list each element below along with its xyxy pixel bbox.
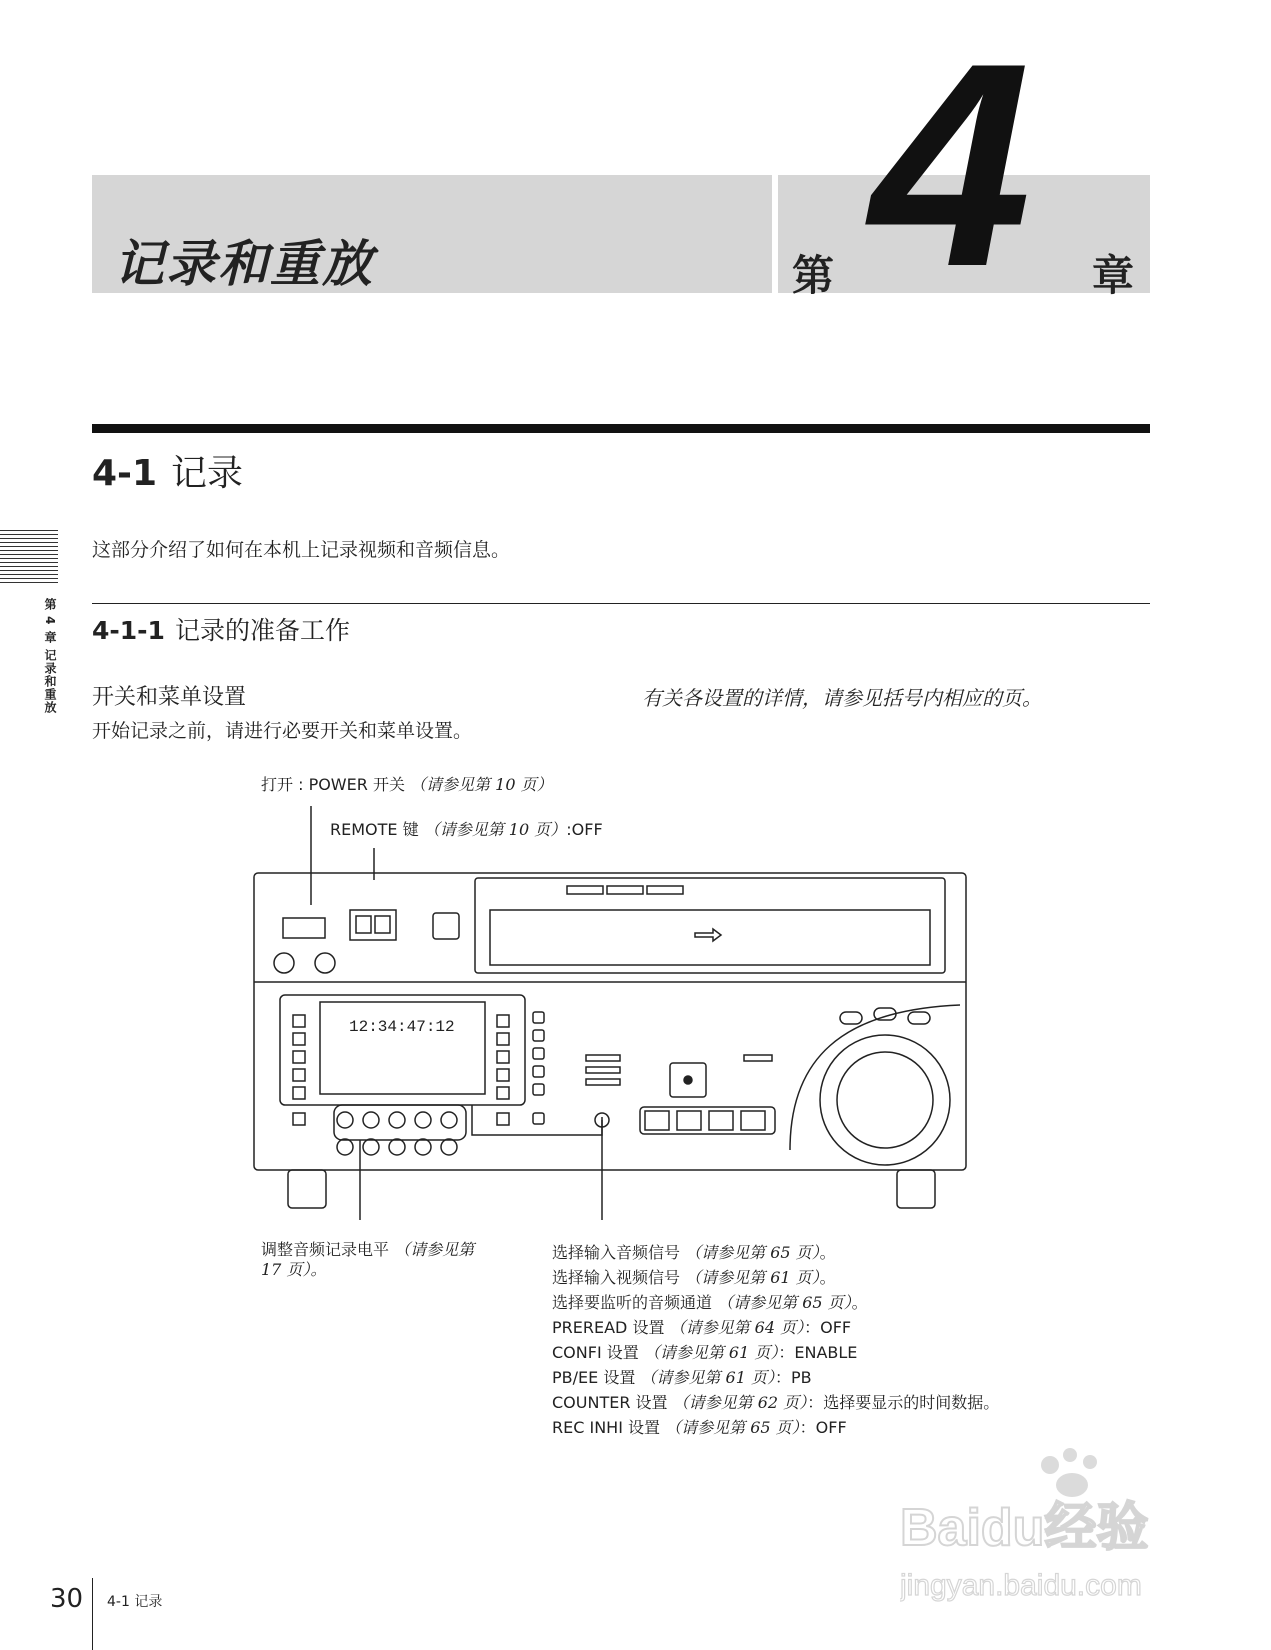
eject-button-3 [647,886,683,894]
section-intro: 这部分介绍了如何在本机上记录视频和音频信息。 [92,539,511,561]
chapter-prefix: 第 [792,251,835,300]
audio-level-label: 调整音频记录电平 （请参见第 17 页）。 [261,1240,475,1279]
section-number: 4-1 [92,453,158,494]
jog-shuttle-dial [820,1035,950,1165]
page-number: 30 [50,1584,84,1614]
subsubsection-body: 开始记录之前，请进行必要开关和菜单设置。 [92,720,473,742]
watermark-url: jingyan.baidu.com [900,1569,1142,1602]
power-switch [283,918,325,938]
insert-arrow-icon [695,929,721,941]
menu-annotation: 选择输入视频信号 （请参见第 61 页）。 [552,1268,836,1287]
subsubsection-title: 开关和菜单设置 [92,685,247,710]
cassette-door [475,878,945,973]
watermark-brand: Baidu经验 [900,1499,1149,1557]
lcd-time-readout: 12:34:47:12 [349,1018,455,1036]
baidu-watermark [900,1440,1200,1610]
sidebar-tab-text: 第 4 章 记录和重放 [43,598,57,714]
chapter-suffix: 章 [1092,251,1135,300]
right-foot [897,1170,935,1208]
chapter-title: 记录和重放 [114,235,374,293]
menu-annotation: CONFI 设置 （请参见第 61 页）：ENABLE [552,1343,858,1362]
indicator [744,1055,772,1061]
menu-annotation: PREREAD 设置 （请参见第 64 页）：OFF [552,1318,852,1337]
menu-annotation: REC INHI 设置 （请参见第 65 页）：OFF [552,1418,847,1437]
eject-button-1 [567,886,603,894]
chapter-number: 4 [870,3,1032,327]
lcd-display [320,1002,485,1094]
menu-annotation: 选择输入音频信号 （请参见第 65 页）。 [552,1243,836,1262]
remote-key-label: REMOTE 键 （请参见第 10 页）:OFF [330,820,603,839]
audio-knob-group [334,1105,466,1140]
vtr-device-illustration [240,790,1000,1220]
jog-panel-curve [790,1005,960,1150]
left-panel-buttons [293,1015,305,1099]
sidebar-tab-lines [0,530,58,586]
headphone-jack [274,953,294,973]
menu-annotation: COUNTER 设置 （请参见第 62 页）：选择要显示的时间数据。 [552,1393,1000,1412]
subsubsection-note: 有关各设置的详情，请参见括号内相应的页。 [642,686,1042,710]
eject-button-2 [607,886,643,894]
menu-annotation: PB/EE 设置 （请参见第 61 页）：PB [552,1368,812,1387]
section-title: 记录 [171,453,244,494]
footer-section-label: 4-1 记录 [107,1594,163,1610]
control-panel-frame [280,995,525,1105]
subsection-title: 记录的准备工作 [174,616,350,645]
headphone-level-knob [315,953,335,973]
remote-key-group [350,910,396,940]
right-panel-buttons [497,1015,509,1099]
paw-icon [1041,1456,1059,1474]
front-button [433,913,459,939]
power-switch-label: 打开 : POWER 开关 （请参见第 10 页） [261,775,553,794]
section-heading [92,445,243,496]
footer-divider [92,1578,93,1650]
section-rule [92,424,1150,433]
left-foot [288,1170,326,1208]
subsection-rule [92,603,1150,604]
menu-annotation: 选择要监听的音频通道 （请参见第 65 页）。 [552,1293,868,1312]
menu-buttons-column [533,1012,544,1095]
subsection-number: 4-1-1 [92,616,165,645]
subsection-heading [92,611,350,647]
